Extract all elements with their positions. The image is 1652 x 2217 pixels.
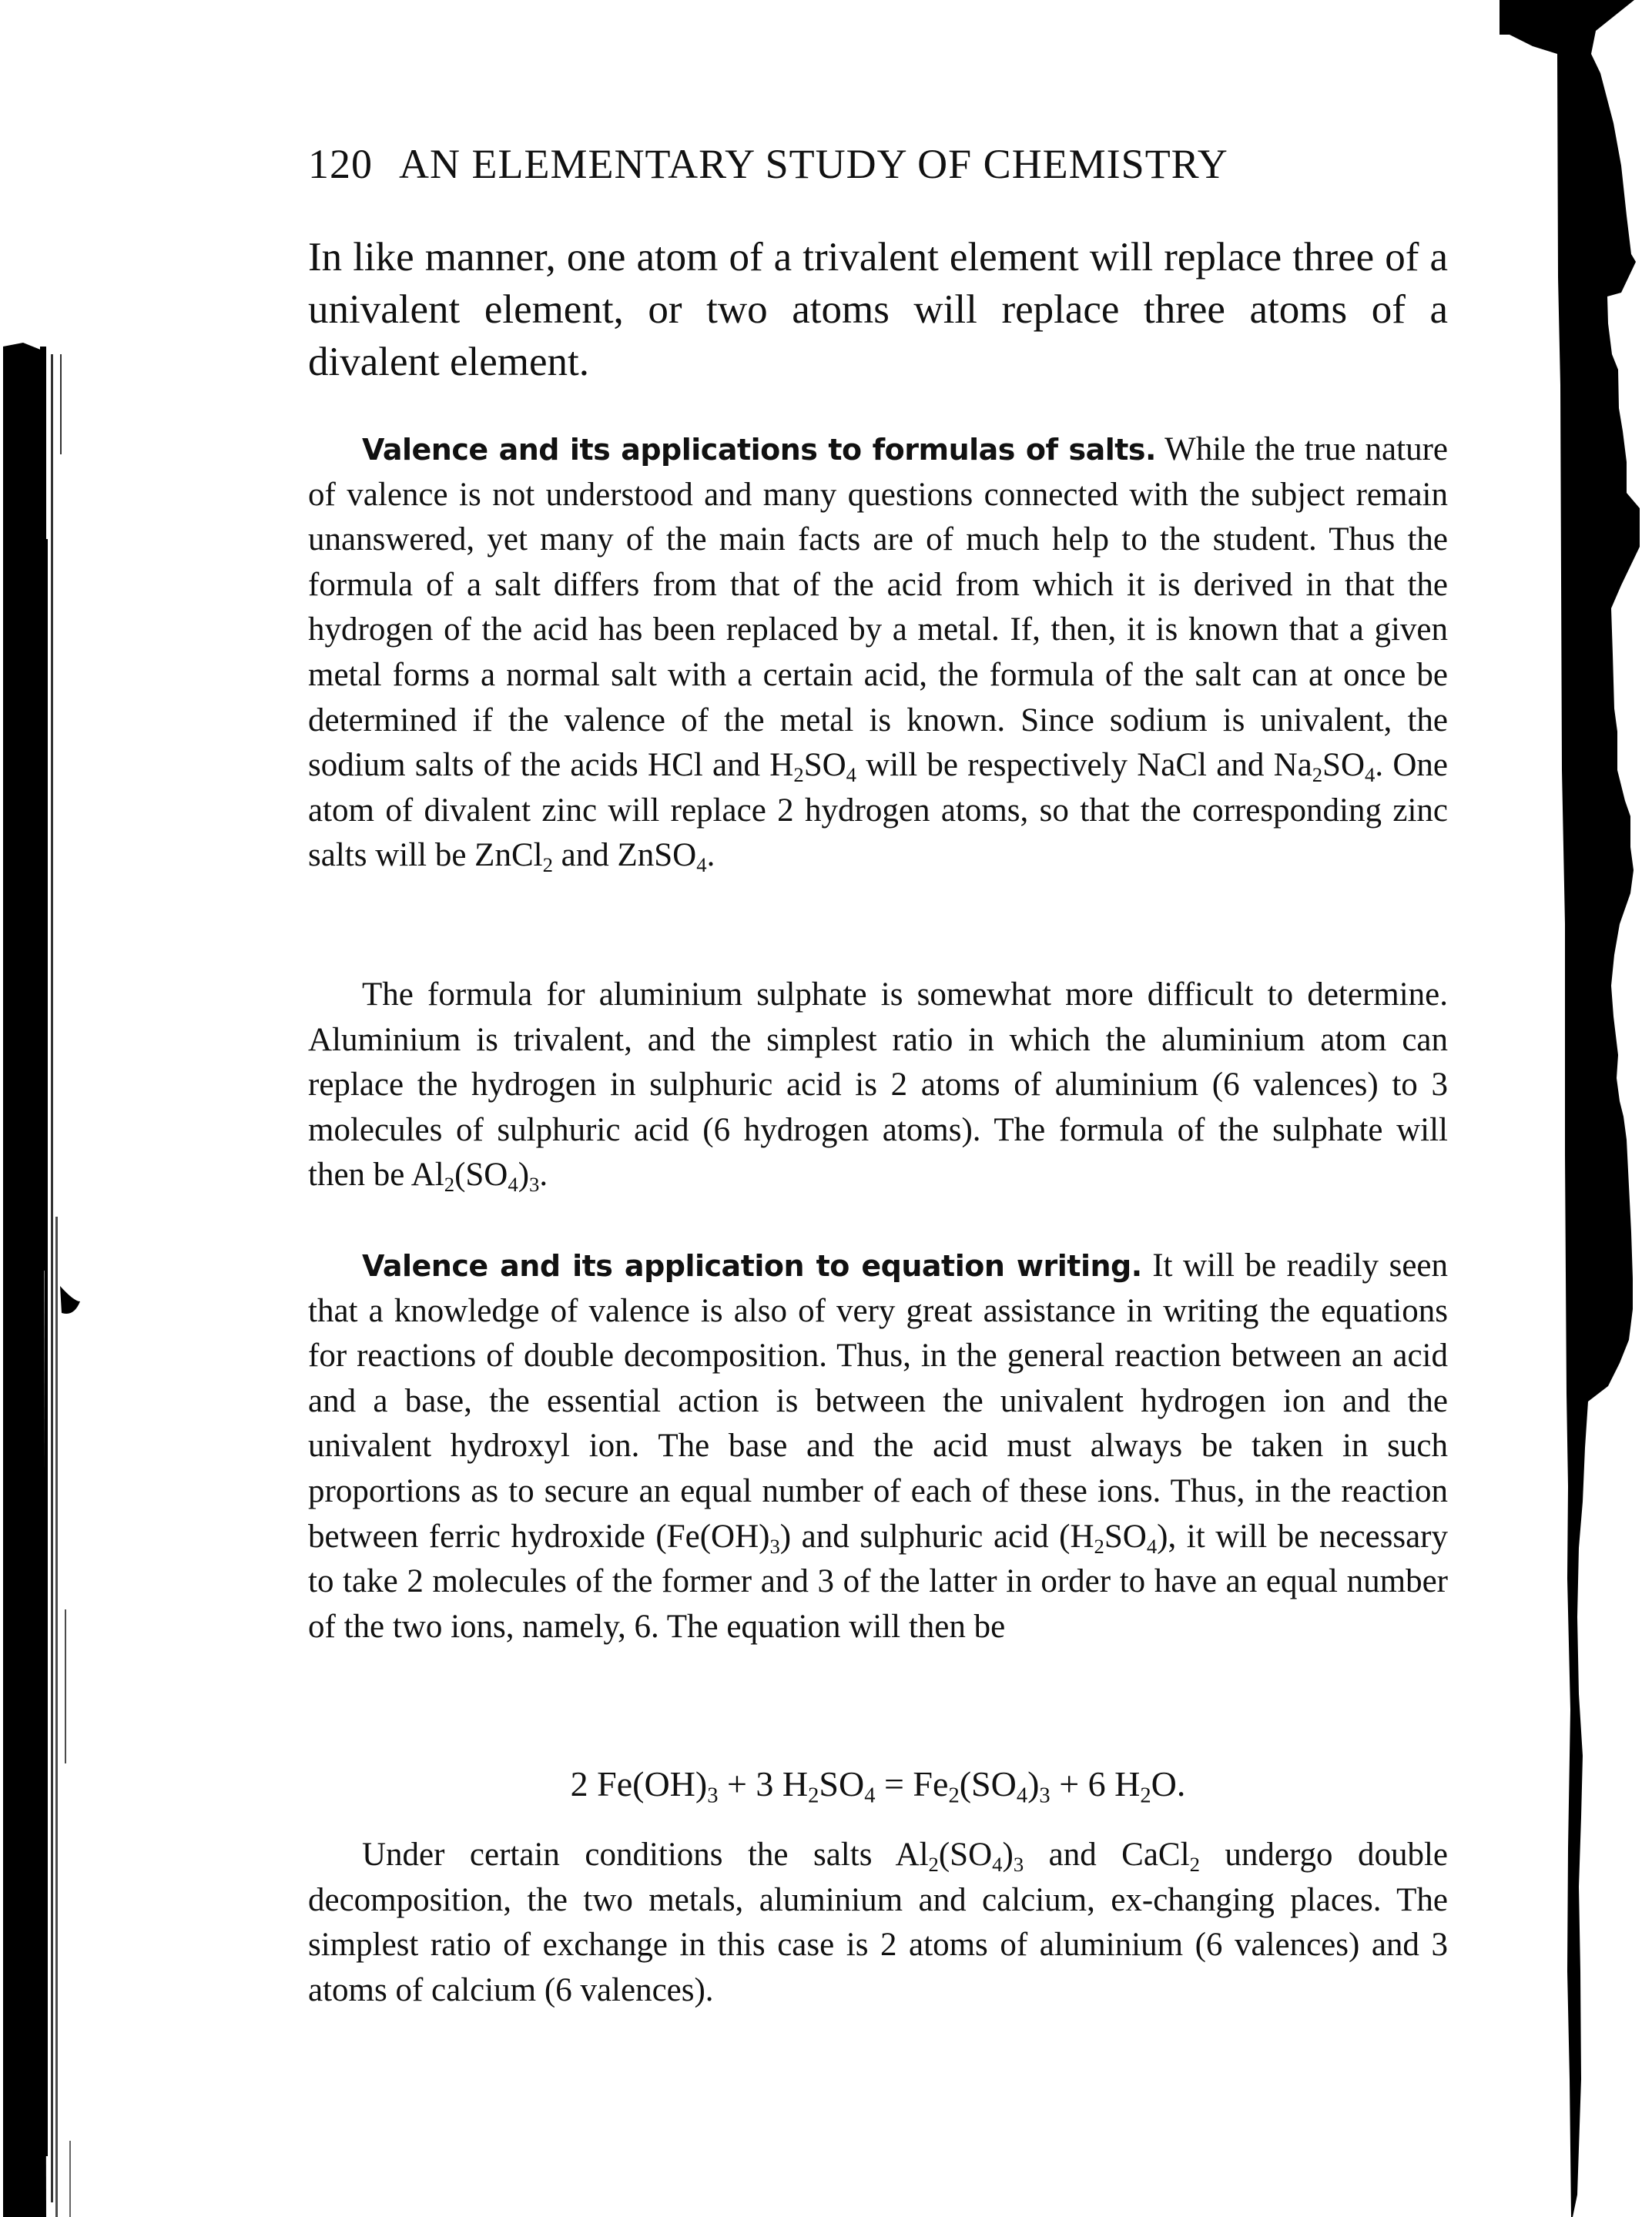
equations-paragraph: Valence and its application to equation writing. It will be readily seen that a knowledge of valence is also of very great assistance in writing the equations for reactions of double decomposition. Thus, in the general reaction between an acid and a base, the essential action is between the univalent hydrogen ion and the univalent hydroxyl ion. The base and the acid must always be taken in such proportions as to secure an equal number of each of these ions. Thus, in the reaction between ferric hydroxide $(Fe(OH)_3)$ and sulphuric acid $(H_2SO_4)$, it will be necessary to take 2 molecules of the former and 3 of the latter in order to have an equal number of the two ions, namely, 6. The equation will then be xyxy=(308,1247,1448,1645)
running-head xyxy=(308,140,1348,188)
intro-paragraph xyxy=(308,231,1448,388)
section-salts xyxy=(308,427,1448,879)
scan-edge-right xyxy=(1463,0,1652,2217)
salts-paragraph: Valence and its applications to formulas of salts. While the true nature of valence is not understood and many questions connected with the subject remain unanswered, yet many of the main facts are of much help to the student. Thus the formula of a salt differs from that of the acid from which it is derived in that the hydrogen of the acid has been replaced by a metal. If, then, it is known that a given metal forms a normal salt with a certain acid, the formula of the salt can at once be determined if the valence of the metal is known. Since sodium is univalent, the sodium salts of the acids HCl and $H_2SO_4$ will be respectively NaCl and $Na_2SO_4$. One atom of divalent zinc will replace 2 hydrogen atoms, so that the corresponding zinc salts will be ZnCl$_2$ and ZnSO$_4$. xyxy=(308,431,1448,877)
intro-text: In like manner, one atom of a trivalent element will replace three of a univalent element, or two atoms will replace three atoms of a divalent element. xyxy=(308,235,1448,384)
section-heading-equations: Valence and its application to equation writing. xyxy=(362,1249,1142,1283)
aluminium-sulphate-paragraph xyxy=(308,973,1448,1198)
binding-shadow xyxy=(0,0,85,2217)
aluminium-text: The formula for aluminium sulphate is somewhat more difficult to determine. Aluminium is trivalent, and the simplest ratio in which the aluminium atom can replace the hydrogen in sulphuric acid is 2 atoms of aluminium (6 valences) to 3 molecules of sulphuric acid (6 hydrogen atoms). The formula of the sulphate will then be $Al_2(SO_4)_3$. xyxy=(308,976,1448,1197)
exchange-text: Under certain conditions the salts $Al_2(SO_4)_3$ and CaCl$_2$ undergo double decomposition, the two metals, aluminium and calcium, ex-changing places. The simplest ratio of exchange in this case is 2 atoms of aluminium (6 valences) and 3 atoms of calcium (6 valences). xyxy=(308,1837,1448,2008)
chemical-equation: 2 $Fe(OH)_3 + 3$ $H_2SO_4 = Fe_2(SO_4)_3 + 6$ $H_2O$. xyxy=(570,1764,1186,1808)
page-number: 120 xyxy=(308,141,373,187)
section-heading-salts: Valence and its applications to formulas of salts. xyxy=(362,433,1156,467)
running-title: AN ELEMENTARY STUDY OF CHEMISTRY xyxy=(399,141,1228,187)
section-equations xyxy=(308,1244,1448,1649)
exchange-paragraph xyxy=(308,1833,1448,2013)
